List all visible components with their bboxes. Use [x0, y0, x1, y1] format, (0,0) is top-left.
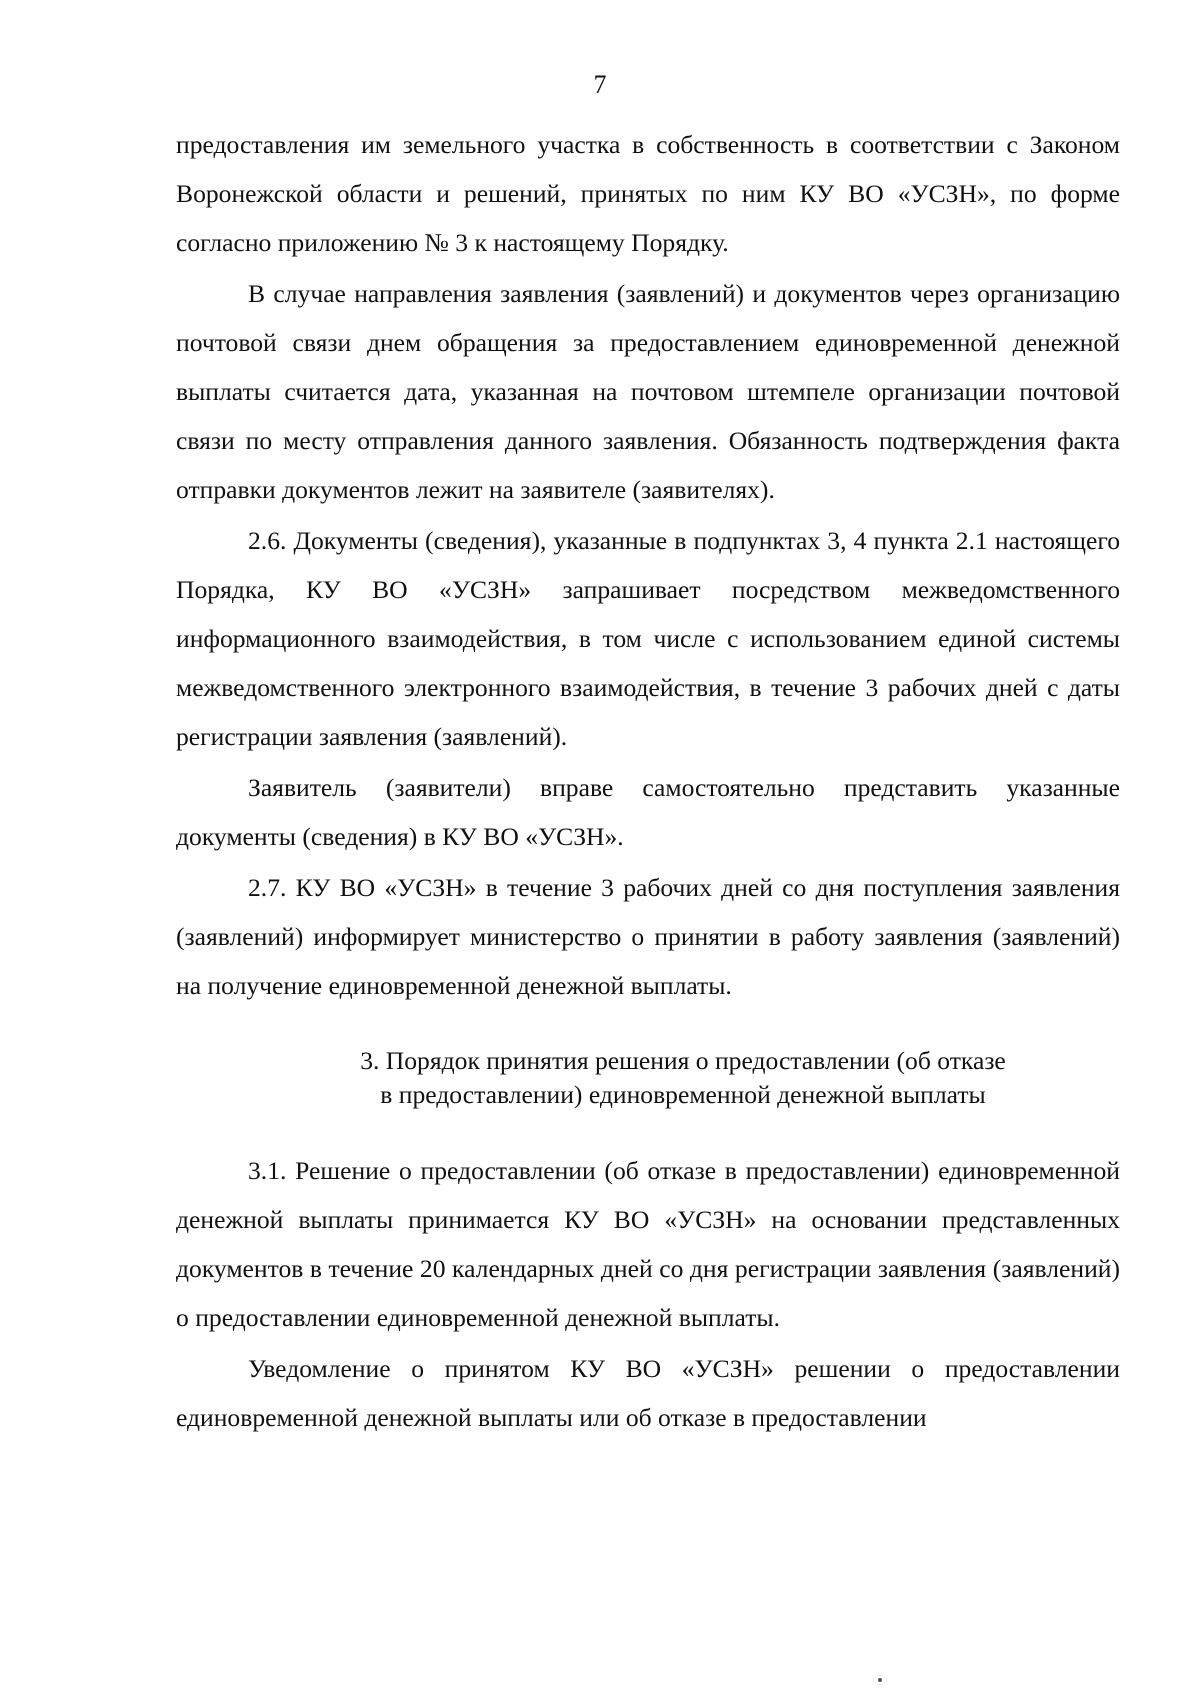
paragraph-continuation: предоставления им земельного участка в собственность в соответствии с Законом Воронежской области и решений, принятых по ним КУ ВО «УСЗН», по форме согласно приложению № 3 к настоящему Порядку. [176, 130, 1120, 257]
paragraph-3-1: 3.1. Решение о предоставлении (об отказе в предоставлении) единовременной денежной выплаты принимается КУ ВО «УСЗН» на основании представленных документов в течение 20 календарных дней со дня регистрации заявления (заявлений) о предоставлении единовременной денежной выплаты. [176, 1156, 1120, 1332]
section-3-heading [176, 1044, 1120, 1112]
section-3-heading-line-2: в предоставлении) единовременной денежной выплаты [380, 1080, 986, 1109]
paragraph-applicant-right: Заявитель (заявители) вправе самостоятельно представить указанные документы (сведения) в КУ ВО «УСЗН». [176, 773, 1120, 851]
section-3-heading-line-1: 3. Порядок принятия решения о предоставлении (об отказе [360, 1046, 1006, 1075]
document-body [176, 120, 1120, 1442]
paragraph-postal-submission: В случае направления заявления (заявлений) и документов через организацию почтовой связи днем обращения за предоставлением единовременной денежной выплаты считается дата, указанная на почтовом штемпеле организации почтовой связи по месту отправления данного заявления. Обязанность подтверждения факта отправки документов лежит на заявителе (заявителях). [176, 279, 1120, 504]
paragraph-2-6: 2.6. Документы (сведения), указанные в подпунктах 3, 4 пункта 2.1 настоящего Порядка, КУ ВО «УСЗН» запрашивает посредством межведомственного информационного взаимодействия, в том числе с использованием единой системы межведомственного электронного взаимодействия, в течение 3 рабочих дней с даты регистрации заявления (заявлений). [176, 526, 1120, 751]
paragraph-2-7: 2.7. КУ ВО «УСЗН» в течение 3 рабочих дней со дня поступления заявления (заявлений) информирует министерство о принятии в работу заявления (заявлений) на получение единовременной денежной выплаты. [176, 873, 1120, 1000]
scan-speck [878, 1678, 882, 1682]
paragraph-notification: Уведомление о принятом КУ ВО «УСЗН» решении о предоставлении единовременной денежной выплаты или об отказе в предоставлении [176, 1354, 1120, 1432]
page-number: 7 [593, 70, 607, 99]
